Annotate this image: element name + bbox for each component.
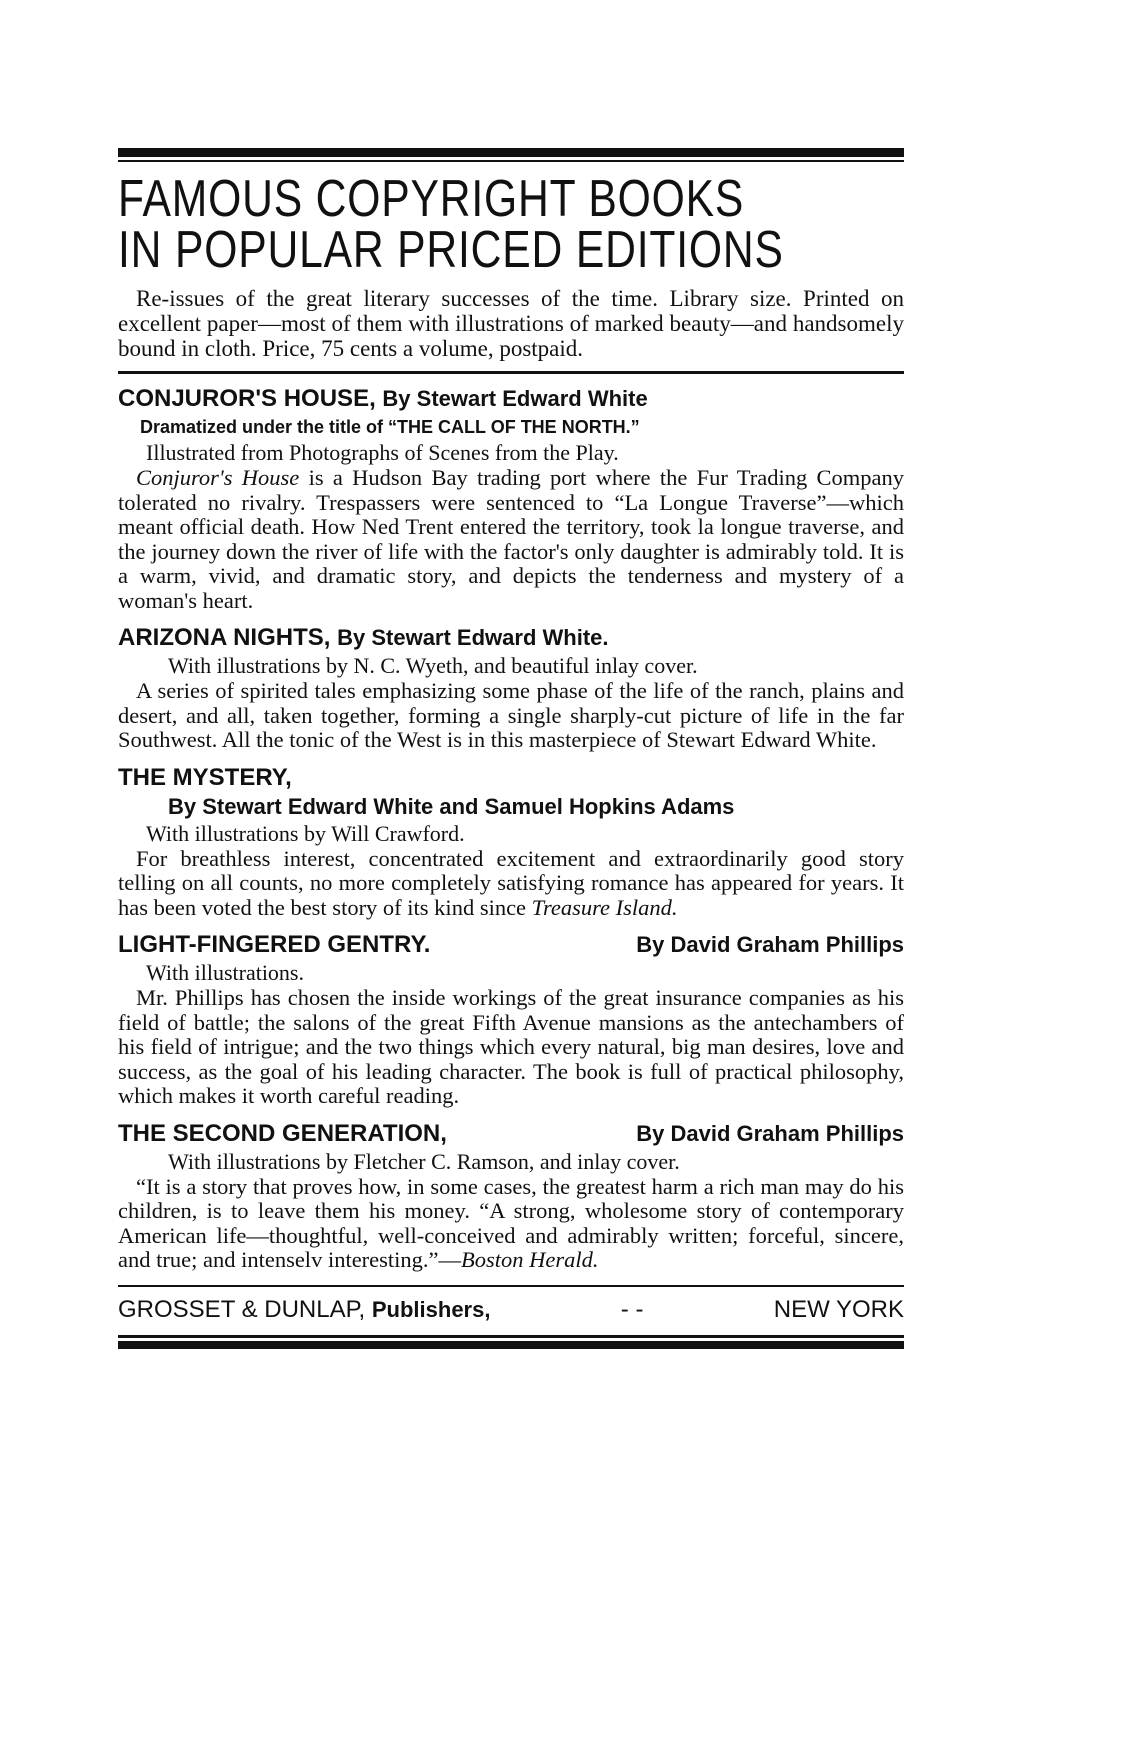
book-illustrations: With illustrations. — [146, 960, 304, 985]
book-entry — [118, 623, 904, 753]
book-title: ARIZONA NIGHTS, — [118, 624, 331, 651]
desc-italic: Conjuror's House — [136, 465, 300, 490]
book-title: THE SECOND GENERATION, — [118, 1119, 447, 1147]
publisher-role: Publishers, — [371, 1296, 491, 1322]
footer-rule-top — [118, 1285, 904, 1287]
desc-italic: Treasure Island. — [531, 894, 678, 920]
book-illustrations: With illustrations by Will Crawford. — [146, 820, 465, 846]
book-title-line — [118, 1119, 904, 1149]
top-rule-thick — [118, 148, 904, 157]
book-entry — [118, 384, 904, 613]
book-entry — [118, 763, 904, 921]
book-title: LIGHT-FINGERED GENTRY. — [118, 931, 431, 958]
book-description: A series of spirited tales emphasizing some phase of the life of the ranch, plains and desert, and all, taken together, forming a single sharply-cut picture of life in the far Southwest. All the tonic of the West is in this masterpiece of Stewart Edward White. — [118, 678, 904, 752]
catalog-page — [118, 148, 904, 1349]
desc-italic: Boston Herald. — [461, 1247, 599, 1272]
book-title-line — [118, 623, 904, 653]
book-illustrations: With illustrations by Fletcher C. Ramson, and inlay cover. — [168, 1148, 680, 1174]
book-author: By Stewart Edward White and Samuel Hopkins Adams — [168, 793, 735, 819]
book-description: Conjuror's House is a Hudson Bay trading port where the Fur Trading Company tolerated no rivalry. Trespassers were sentenced to “La Longue Traverse”—which meant official death. How Ned Trent entered the territory, took la longue traverse, and the journey down the river of life with the factor's only daughter is admirably told. It is a warm, vivid, and dramatic story, and depicts the tenderness and mystery of a woman's heart. — [118, 465, 904, 613]
divider — [118, 371, 904, 374]
book-description: Mr. Phillips has chosen the inside workings of the great insurance companies as his field of battle; the salons of the great Fifth Avenue mansions as the antechambers of his field of intrigue; and the two things which every natural, big man desires, love and success, as the goal of his leading character. The book is full of practical philosophy, which makes it worth careful reading. — [118, 985, 904, 1108]
publisher-name: GROSSET & DUNLAP, — [118, 1295, 366, 1323]
book-title-line — [118, 384, 904, 414]
headline-line-1: FAMOUS COPYRIGHT BOOKS — [118, 170, 745, 228]
publisher-line — [118, 1293, 904, 1327]
book-entry — [118, 1119, 904, 1273]
book-author: By Stewart Edward White — [382, 386, 648, 411]
headline-line-2: IN POPULAR PRICED EDITIONS — [118, 221, 784, 279]
book-title: CONJUROR'S HOUSE, — [118, 385, 376, 412]
book-note: Dramatized under the title of “THE CALL OF THE NORTH.” — [140, 417, 640, 437]
book-entry — [118, 930, 904, 1109]
book-author: By Stewart Edward White. — [337, 625, 609, 650]
book-author: By David Graham Phillips — [636, 932, 904, 957]
publisher-block — [118, 1293, 490, 1327]
publisher-city: NEW YORK — [773, 1295, 904, 1323]
book-title-line — [118, 930, 904, 960]
footer-rule-thick — [118, 1341, 904, 1349]
top-rule-thin — [118, 160, 904, 162]
book-author: By David Graham Phillips — [636, 1120, 904, 1146]
book-description: “It is a story that proves how, in some cases, the greatest harm a rich man may do his children, is to leave them his money. “A strong, wholesome story of contemporary American life—thoughtful, well-conceived and admirably written; forceful, sincere, and true; and intenselv interesting.”—Boston Herald. — [118, 1173, 904, 1272]
headline — [118, 170, 904, 279]
book-illustrations: Illustrated from Photographs of Scenes from the Play. — [146, 440, 619, 465]
separator-dashes: - - — [620, 1295, 644, 1323]
intro-text: Re-issues of the great literary successes of the time. Library size. Printed on excellent paper—most of them with illustrations of marked beauty—and handsomely bound in cloth. Price, 75 cents a volume, postpaid. — [118, 286, 904, 361]
book-illustrations: With illustrations by N. C. Wyeth, and beautiful inlay cover. — [168, 653, 698, 678]
book-description: For breathless interest, concentrated excitement and extraordinarily good story telling on all counts, no more completely satisfying romance has appeared for years. It has been voted the best story of its kind since Treasure Island. — [118, 845, 904, 920]
book-title: THE MYSTERY, — [118, 763, 292, 791]
